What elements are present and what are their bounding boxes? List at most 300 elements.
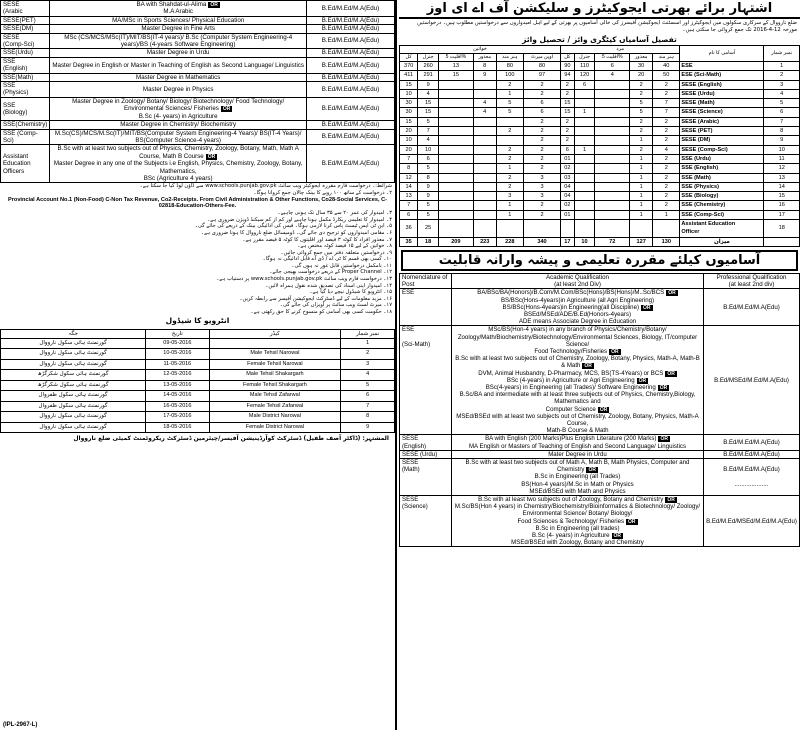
- schedule-date: 13-05-2016: [146, 380, 209, 391]
- vacancy-group-row: [400, 46, 800, 54]
- vacancy-count: 20: [400, 145, 418, 154]
- schedule-cadre: Female Tehsil Narowal: [209, 359, 341, 370]
- schedule-number: 2: [341, 349, 395, 360]
- requirement-professional: B.Ed/M.Ed/M.A(Edu): [704, 450, 800, 458]
- vacancy-count: 15: [561, 99, 575, 108]
- vacancy-serial: 15: [764, 192, 800, 201]
- vacancy-count: 7: [418, 127, 439, 136]
- vacancy-count: 36: [400, 220, 418, 238]
- schedule-date: 16-05-2016: [146, 401, 209, 412]
- qualification-row: [1, 16, 395, 24]
- total-label: میزان: [680, 237, 764, 246]
- vacancy-count: [438, 154, 473, 163]
- vacancy-count: 6: [523, 99, 560, 108]
- vacancy-count: 2: [653, 182, 680, 191]
- vacancy-serial: 18: [764, 220, 800, 238]
- vacancy-count: 8: [400, 164, 418, 173]
- qualification-row: [1, 97, 395, 120]
- vacancy-serial: 9: [764, 136, 800, 145]
- vacancy-count: 411: [400, 71, 418, 80]
- signature-block: [0, 433, 395, 446]
- academic-qualification: Master Degree in Zoology/ Botany/ Biology/ Biotechnology/ Food Technology/ Environmental Sciences/ Fisheries OR B.Sc (4- years) in Agriculture: [50, 97, 307, 120]
- total-count: 127: [630, 237, 653, 246]
- group-female: خواتین: [400, 46, 561, 54]
- vacancy-count: 2: [653, 80, 680, 89]
- total-count: 10: [574, 237, 595, 246]
- vacancy-count: [473, 117, 496, 126]
- requirement-row: [400, 496, 800, 547]
- schedule-place: گورنمنٹ ہائی سکول نارووال: [1, 349, 146, 360]
- vacancy-count: 2: [630, 127, 653, 136]
- vacancy-count: [496, 220, 523, 238]
- requirement-post: ESE: [400, 289, 452, 326]
- vacancy-count: [438, 182, 473, 191]
- col-serial: نمبر شمار: [764, 46, 800, 62]
- vacancy-count: [630, 220, 653, 238]
- post-name: SSE (Biology): [1, 97, 50, 120]
- vacancy-count: 6: [418, 154, 439, 163]
- vacancy-count: 4: [653, 145, 680, 154]
- vacancy-count: 40: [653, 62, 680, 71]
- vacancy-count: 1: [630, 210, 653, 219]
- vacancy-count: [595, 99, 630, 108]
- vacancy-count: [574, 164, 595, 173]
- requirement-row: [400, 435, 800, 450]
- total-count: 17: [561, 237, 575, 246]
- vacancy-count: 2: [630, 145, 653, 154]
- vacancy-row: [400, 145, 800, 154]
- vacancy-post: SSE (Biology): [680, 192, 764, 201]
- schedule-cadre: Male Tehsil Shakargarh: [209, 370, 341, 381]
- or-badge: OR: [660, 436, 668, 443]
- vacancy-post: ESE (Sci-Math): [680, 71, 764, 80]
- condition-line: شرائط:۔ درخواست فارم مقررہ ایجوکیٹر ویب سائٹ www.schools.punjab.gov.pk سے ڈاؤن لوڈ کیا جا سکتا ہے۔: [139, 183, 392, 190]
- professional-qualification: B.Ed/M.Ed/M.A(Edu): [307, 82, 395, 98]
- academic-qualification: Master Degree in Mathematics: [50, 73, 307, 81]
- vacancy-count: 6: [561, 145, 575, 154]
- post-name: SESE (Comp-Sci): [1, 33, 50, 49]
- vacancy-serial: 3: [764, 80, 800, 89]
- right-column: [399, 0, 800, 730]
- vacancy-count: [595, 220, 630, 238]
- vacancy-count: [574, 192, 595, 201]
- requirement-post: SESE (Urdu): [400, 450, 452, 458]
- vacancy-post: SSE (English): [680, 164, 764, 173]
- vacancy-count: 1: [630, 182, 653, 191]
- vacancy-count: [438, 108, 473, 117]
- vacancy-count: 5: [418, 117, 439, 126]
- vacancy-row: [400, 164, 800, 173]
- vacancy-count: [438, 210, 473, 219]
- vacancy-count: 2: [523, 154, 560, 163]
- post-name: SSE(Math): [1, 73, 50, 81]
- vacancy-count: 10: [400, 136, 418, 145]
- post-name: SESE(PET): [1, 16, 50, 24]
- vacancy-col-header: کل: [400, 54, 418, 62]
- total-count: 130: [653, 237, 680, 246]
- vacancy-count: [473, 164, 496, 173]
- condition-item: ۳۔ امیدوار کی عمر ۲۰ سے ۳۵ سال تک ہونی چاہیے۔: [277, 210, 392, 217]
- vacancy-count: 4: [418, 136, 439, 145]
- vacancy-count: 2: [523, 201, 560, 210]
- vacancy-row: [400, 127, 800, 136]
- vacancy-count: 02: [561, 201, 575, 210]
- vacancy-count: 90: [561, 62, 575, 71]
- vacancy-count: [438, 117, 473, 126]
- or-badge: OR: [588, 467, 596, 474]
- vacancy-count: 2: [523, 127, 560, 136]
- vacancy-count: 2: [561, 89, 575, 98]
- vacancy-count: [595, 154, 630, 163]
- header-professional: Professional Qualification (at least 2nd div): [704, 273, 800, 288]
- requirement-professional: B.Ed/MSEd/M.Ed/M.A(Edu): [704, 326, 800, 435]
- vacancy-count: 7: [400, 154, 418, 163]
- vacancy-count: [595, 127, 630, 136]
- vacancy-serial: 7: [764, 117, 800, 126]
- schedule-place: گورنمنٹ ہائی سکول ظفروال: [1, 401, 146, 412]
- vacancy-count: 2: [630, 89, 653, 98]
- vacancy-count: 2: [496, 80, 523, 89]
- requirement-row: [400, 459, 800, 496]
- vacancy-count: 03: [561, 173, 575, 182]
- vacancy-count: 8: [418, 173, 439, 182]
- vacancy-count: [473, 173, 496, 182]
- vacancy-count: [574, 117, 595, 126]
- vacancy-table: [399, 45, 800, 247]
- post-name: SSE (English): [1, 57, 50, 73]
- vacancy-col-header: کل: [561, 54, 575, 62]
- vacancy-count: [496, 136, 523, 145]
- vacancy-count: 100: [496, 71, 523, 80]
- condition-item: ۱۴۔ امیدوار اپنی اسناد کی تصدیق شدہ نقول ہمراہ لائیں۔: [265, 282, 392, 289]
- post-name: Assistant Education Officers: [1, 145, 50, 183]
- vacancy-count: [438, 136, 473, 145]
- vacancy-post: SESE (Arabic): [680, 117, 764, 126]
- academic-qualification: MSc (CS/MCS/MSc(IT)/MIT/BS(IT-4 years)/ B.Sc (Computer System Engineering-4 years)/BS (4-years Software Engineering): [50, 33, 307, 49]
- vacancy-count: 6: [595, 62, 630, 71]
- vacancy-count: 5: [418, 201, 439, 210]
- condition-item: ۷۔ معذور افراد کا کوٹہ ۳ فیصد اور اقلیتوں کا کوٹہ ۵ فیصد مقرر ہے۔: [242, 236, 392, 243]
- vacancy-count: 13: [400, 192, 418, 201]
- vacancy-count: 2: [523, 80, 560, 89]
- vacancy-count: [561, 220, 575, 238]
- vacancy-count: 1: [630, 136, 653, 145]
- vacancy-count: 110: [574, 62, 595, 71]
- vacancy-count: 1: [496, 89, 523, 98]
- vacancy-post: SSE (Comp-Sci): [680, 210, 764, 219]
- condition-item: ۶۔ مقامی امیدواروں کو ترجیح دی جائے گی۔ ڈومیسائل ضلع نارووال کا ہونا ضروری ہے۔: [201, 229, 392, 236]
- vacancy-count: [473, 80, 496, 89]
- vacancy-count: 2: [653, 89, 680, 98]
- or-badge: OR: [611, 348, 619, 355]
- schedule-header-number: نمبر شمار: [341, 329, 395, 338]
- vacancy-row: [400, 99, 800, 108]
- vacancy-post: SESE (Comp-Sci): [680, 145, 764, 154]
- vacancy-post: ESE: [680, 62, 764, 71]
- vacancy-count: 1: [630, 154, 653, 163]
- vacancy-serial: 2: [764, 71, 800, 80]
- account-head-line: Provincial Account No.1 (Non-Food) C-Non Tax Revenue, Co2-Receipts. From Civil Administration & Other Functions, Co28-Social Services, C-02818-Education-Others-Fee.: [8, 196, 387, 210]
- condition-item: ۱۳۔ درخواست فارم ویب سائٹ www.schools.punjab.gov.pk پر دستیاب ہے۔: [216, 276, 392, 283]
- schedule-place: گورنمنٹ ہائی سکول شکرگڑھ: [1, 370, 146, 381]
- vacancy-row: [400, 71, 800, 80]
- vacancy-count: 15: [418, 99, 439, 108]
- vacancy-count: 120: [574, 71, 595, 80]
- vacancy-count: 20: [400, 127, 418, 136]
- schedule-row: [1, 338, 395, 349]
- vacancy-count: 2: [496, 145, 523, 154]
- vacancy-count: 2: [523, 117, 560, 126]
- vacancy-count: 5: [418, 210, 439, 219]
- qualification-row: [1, 33, 395, 49]
- schedule-row: [1, 391, 395, 402]
- or-badge: OR: [222, 106, 231, 113]
- vacancy-count: [438, 192, 473, 201]
- academic-qualification: BA with Shahdat-ul-Alima OR M.A Arabic: [50, 1, 307, 17]
- schedule-header-place: جگہ: [1, 329, 146, 338]
- or-badge: OR: [207, 153, 216, 160]
- qualification-table: [399, 273, 800, 548]
- total-count: 35: [400, 237, 418, 246]
- professional-qualification: B.Ed/M.Ed/M.A(Edu): [307, 57, 395, 73]
- vacancy-col-header: جنرل: [418, 54, 439, 62]
- or-badge: OR: [659, 384, 668, 391]
- qualification-header-row: [400, 273, 800, 288]
- vacancy-count: 01: [561, 154, 575, 163]
- post-name: SSE (Comp-Sci): [1, 129, 50, 145]
- professional-qualification: B.Ed/M.Ed/M.A(Edu): [307, 129, 395, 145]
- schedule-cadre: Female Tehsil Zafarwal: [209, 401, 341, 412]
- vacancy-row: [400, 108, 800, 117]
- vacancy-count: 2: [630, 80, 653, 89]
- vacancy-count: 9: [418, 80, 439, 89]
- vacancy-serial: 6: [764, 108, 800, 117]
- vacancy-count: 9: [418, 182, 439, 191]
- vacancy-count: 1: [496, 210, 523, 219]
- vacancy-count: 2: [561, 80, 575, 89]
- vacancy-count: 2: [561, 127, 575, 136]
- vacancy-count: 2: [561, 117, 575, 126]
- schedule-cadre: [209, 338, 341, 349]
- vacancy-count: [653, 220, 680, 238]
- academic-qualification: Master Degree in English or Master in Teaching of English as Second Language/ Linguistics: [50, 57, 307, 73]
- condition-item: ۱۶۔ مزید معلومات کے لیے ڈسٹرکٹ ایجوکیشن آفیسر سے رابطہ کریں۔: [239, 295, 392, 302]
- vacancy-count: 80: [523, 62, 560, 71]
- vacancy-serial: 16: [764, 201, 800, 210]
- condition-item: ۵۔ این ٹی ایس ٹیسٹ پاس کرنا لازمی ہوگا۔ فیس کی ادائیگی بینک کے ذریعے کی جائے گی۔: [194, 223, 392, 230]
- vacancy-count: 4: [473, 99, 496, 108]
- schedule-header-date: تاریخ: [146, 329, 209, 338]
- vacancy-count: [595, 173, 630, 182]
- vacancy-count: 97: [523, 71, 560, 80]
- advertiser-signature: المشتہر: (ڈاکٹر آصف طفیل) ڈسٹرکٹ کوآرڈینیشن آفیسر/چیئرمین ڈسٹرکٹ ریکروٹمنٹ کمیٹی ضلع نارووال: [73, 435, 389, 443]
- header-post: Nomenclature of Post: [400, 273, 452, 288]
- vacancy-count: 2: [653, 154, 680, 163]
- qualification-row: [1, 25, 395, 33]
- schedule-date: 18-05-2016: [146, 422, 209, 433]
- vacancy-count: [438, 220, 473, 238]
- vacancy-count: [574, 173, 595, 182]
- vacancy-count: 3: [523, 192, 560, 201]
- vacancy-count: 2: [653, 127, 680, 136]
- vacancy-post: SSE (Urdu): [680, 154, 764, 163]
- vacancy-count: 2: [653, 136, 680, 145]
- vacancy-row: [400, 136, 800, 145]
- condition-item: ۱۱۔ نامکمل درخواستیں قابل غور نہ ہوں گی۔: [291, 262, 392, 269]
- advertisement-intro: ضلع نارووال کے سرکاری سکولوں میں ایجوکیٹرز اور اسسٹنٹ ایجوکیشن آفیسرز کی خالی آسامیوں پر بھرتی کے لیے اہل امیدواروں سے درخواستیں مطلوب ہیں۔ درخواستیں مورخہ 12-4-2016 تک جمع کروائی جا سکتی ہیں۔: [417, 20, 797, 33]
- vacancy-row: [400, 210, 800, 219]
- requirement-professional: B.Ed/M.Ed/MSEd/M.Ed/M.A(Edu): [704, 496, 800, 547]
- vacancy-count: [574, 210, 595, 219]
- vacancy-count: 15: [400, 117, 418, 126]
- vacancy-serial: 11: [764, 154, 800, 163]
- vacancy-count: [595, 136, 630, 145]
- vacancy-count: [438, 99, 473, 108]
- condition-item: ۱۸۔ حکومت کسی بھی آسامی کو منسوخ کرنے کا حق رکھتی ہے۔: [250, 309, 392, 316]
- vacancy-count: 1: [653, 210, 680, 219]
- requirement-academic: MSc/BS(Hon-4 years) in any branch of Physics/Chemistry/Botany/ Zoology/Math/Biochemistry/Biotechnology/Environmental Sciences, Biology, IT/computer Science/ Food Technology/Fisheries OR B.Sc with at least two subjects out of Chemistry, Zoology, Botany, Physics, Math-A, Math-B & Math OR DVM, Animal Husbandry, D-Pharmacy, MCS, BS(TS-4Years) or BCS OR BSc (4-years) in Agriculture or Agri Engineering OR BSc(4-years) in Engineering (all Trades)/ Software Engineering OR B.Sc/BA and intermediate with at least three subjects out of Physics, Chemistry,Biology, Mathematics and Computer Science OR MSEd/BSEd with at least two subjects out of Chemistry, Zoology, Botany, Physics, Math-A Course, Math-B Course & Math: [452, 326, 704, 435]
- vacancy-count: [595, 117, 630, 126]
- vacancy-count: 1: [630, 201, 653, 210]
- post-name: SSE (Physics): [1, 82, 50, 98]
- vacancy-col-header: اقلیت 5%: [438, 54, 473, 62]
- qualification-row: [1, 49, 395, 57]
- vacancy-serial: 4: [764, 89, 800, 98]
- vacancy-count: 1: [630, 192, 653, 201]
- post-name: SESE(DM): [1, 25, 50, 33]
- vacancy-count: [473, 182, 496, 191]
- condition-line: ۲۔ درخواست کے ساتھ ۱۰۰ روپے کا بینک چالان جمع کروانا ہوگا۔: [253, 189, 392, 196]
- schedule-row: [1, 422, 395, 433]
- vacancy-serial: 14: [764, 182, 800, 191]
- academic-qualification: B.Sc with at least two subjects out of Physics, Chemistry, Zoology, Botany, Math, Math A Course, Math B Course OR Master Degree in any one of the Subjects i.e English, Physics, Chemistry, Zoology, Botany, Mathematics, BSc (Agriculture 4 years): [50, 145, 307, 183]
- vacancy-count: 2: [523, 210, 560, 219]
- vacancy-count: [574, 220, 595, 238]
- schedule-header-row: [1, 329, 395, 338]
- or-badge: OR: [613, 533, 622, 540]
- vacancy-count: 25: [418, 220, 439, 238]
- vacancy-count: 10: [418, 145, 439, 154]
- vacancy-total-row: [400, 237, 800, 246]
- vacancy-count: 2: [653, 173, 680, 182]
- vacancy-count: [574, 99, 595, 108]
- vacancy-count: [438, 127, 473, 136]
- total-count: 228: [496, 237, 523, 246]
- header-academic: Academic Qualification (at least 2nd Div): [452, 273, 704, 288]
- vacancy-count: [438, 173, 473, 182]
- vacancy-count: 4: [473, 108, 496, 117]
- requirement-post: ESE (Sci-Math): [400, 326, 452, 435]
- vacancy-count: 4: [595, 71, 630, 80]
- qualification-row: [1, 82, 395, 98]
- vacancy-serial: 5: [764, 99, 800, 108]
- qualification-row: [1, 129, 395, 145]
- academic-qualification: M.Sc(CS)/MCS/M.Sc(IT)/MIT/BS(Computer System Engineering-4 Years)/ BS(IT-4 Years)/ BS(Computer Science-4 years): [50, 129, 307, 145]
- vacancy-count: 94: [561, 71, 575, 80]
- vacancy-count: [574, 154, 595, 163]
- requirement-academic: BA/BSc/BA(Honors)/B.Com/M.Com/BSc(Hons)/BS(Hons)/M..Sc/BCS OR BS/BSc(Hons-4years)in Agriculture (all Agri Engineering) BS/BSc(Hons-4years)in Engineering(all Discipline) OR BSEd/MSEd/ADE/B.Ed(Honors-4years) ADE means Associate Degree in Education: [452, 289, 704, 326]
- or-badge: OR: [599, 406, 608, 413]
- condition-item: ۸۔ خواتین کے لیے ۱۵ فیصد کوٹہ مختص ہے۔: [297, 243, 392, 250]
- requirement-row: [400, 450, 800, 458]
- vacancy-col-header: معذور: [473, 54, 496, 62]
- schedule-row: [1, 412, 395, 423]
- professional-qualification: B.Ed/M.Ed/M.A(Edu): [307, 49, 395, 57]
- vacancy-serial: 8: [764, 127, 800, 136]
- vacancy-col-header: اقلیت 5%: [595, 54, 630, 62]
- professional-qualification: B.Ed/M.Ed/M.A(Edu): [307, 25, 395, 33]
- vacancy-count: [438, 145, 473, 154]
- professional-qualification: B.Ed/M.Ed/M.A(Edu): [307, 97, 395, 120]
- vacancy-count: [574, 182, 595, 191]
- condition-item: ۱۰۔ کسی بھی قسم کا ٹی اے / ڈی اے قابل ادائیگی نہ ہوگا۔: [262, 256, 392, 263]
- vacancy-count: [574, 127, 595, 136]
- vacancy-count: 02: [561, 164, 575, 173]
- academic-qualification: Master Degree in Urdu: [50, 49, 307, 57]
- vacancy-count: 3: [523, 173, 560, 182]
- vacancy-count: [595, 164, 630, 173]
- vacancy-count: 80: [496, 62, 523, 71]
- vacancy-count: 5: [630, 108, 653, 117]
- vacancy-count: 1: [496, 201, 523, 210]
- interview-schedule-title: انٹرویو کا شیڈول: [165, 315, 230, 325]
- qualification-row: [1, 57, 395, 73]
- vacancy-count: 50: [653, 71, 680, 80]
- schedule-number: 3: [341, 359, 395, 370]
- group-male: مرد: [561, 46, 680, 54]
- vacancy-count: 2: [496, 127, 523, 136]
- vacancy-count: [438, 201, 473, 210]
- vacancy-count: 13: [438, 62, 473, 71]
- vacancy-count: [595, 210, 630, 219]
- vacancy-count: [496, 117, 523, 126]
- vacancy-count: [595, 201, 630, 210]
- vacancy-count: 2: [653, 192, 680, 201]
- vacancy-row: [400, 173, 800, 182]
- vacancy-count: 20: [630, 71, 653, 80]
- vacancy-count: 2: [496, 182, 523, 191]
- requirement-academic: B.Sc with at least two subjects out of Zoology, Botany and Chemistry OR M.Sc/BS(Hon 4 years) in Chemistry/Biochemistry/Bioinformatics & Biotechnology/ Zoology/ Environmental Science/ Botany/ Biology/ Food Sciences & Technology/ Fisheries OR B.Sc in Engineering (all trades) B.Sc (4- years) in Agriculture OR MSEd/BSEd with Zoology, Botany and Chemistry: [452, 496, 704, 547]
- schedule-number: 6: [341, 391, 395, 402]
- condition-item: ۱۷۔ میرٹ لسٹ ویب سائٹ پر آویزاں کی جائے گی۔: [279, 302, 392, 309]
- vacancy-post: SESE (DM): [680, 136, 764, 145]
- vacancy-count: 2: [496, 154, 523, 163]
- condition-item: ۱۵۔ انٹرویو کا شیڈول نیچے دیا گیا ہے۔: [309, 289, 392, 296]
- condition-item: ۴۔ امیدوار کا تعلیمی ریکارڈ مکمل ہونا چاہیے اور کم از کم سیکنڈ ڈویژن ضروری ہے۔: [207, 216, 392, 223]
- vacancy-count: 04: [561, 182, 575, 191]
- conditions-header: [0, 183, 395, 196]
- qualification-row: [1, 1, 395, 17]
- vacancy-count: 5: [630, 99, 653, 108]
- schedule-place: گورنمنٹ ہائی سکول نارووال: [1, 422, 146, 433]
- schedule-header-cadre: کیڈر: [209, 329, 341, 338]
- vacancy-count: [595, 145, 630, 154]
- total-empty: [764, 237, 800, 246]
- vacancy-count: 2: [653, 117, 680, 126]
- requirement-post: SESE (Science): [400, 496, 452, 547]
- vacancy-count: [595, 108, 630, 117]
- vacancy-row: [400, 80, 800, 89]
- vacancy-post: SESE (Math): [680, 99, 764, 108]
- schedule-cadre: Female District Narowal: [209, 422, 341, 433]
- schedule-date: 09-05-2016: [146, 338, 209, 349]
- vacancy-count: [574, 201, 595, 210]
- or-badge: OR: [584, 363, 592, 370]
- vacancy-serial: 13: [764, 173, 800, 182]
- vacancy-count: 04: [561, 192, 575, 201]
- vacancy-count: 9: [473, 71, 496, 80]
- vacancy-count: 12: [400, 173, 418, 182]
